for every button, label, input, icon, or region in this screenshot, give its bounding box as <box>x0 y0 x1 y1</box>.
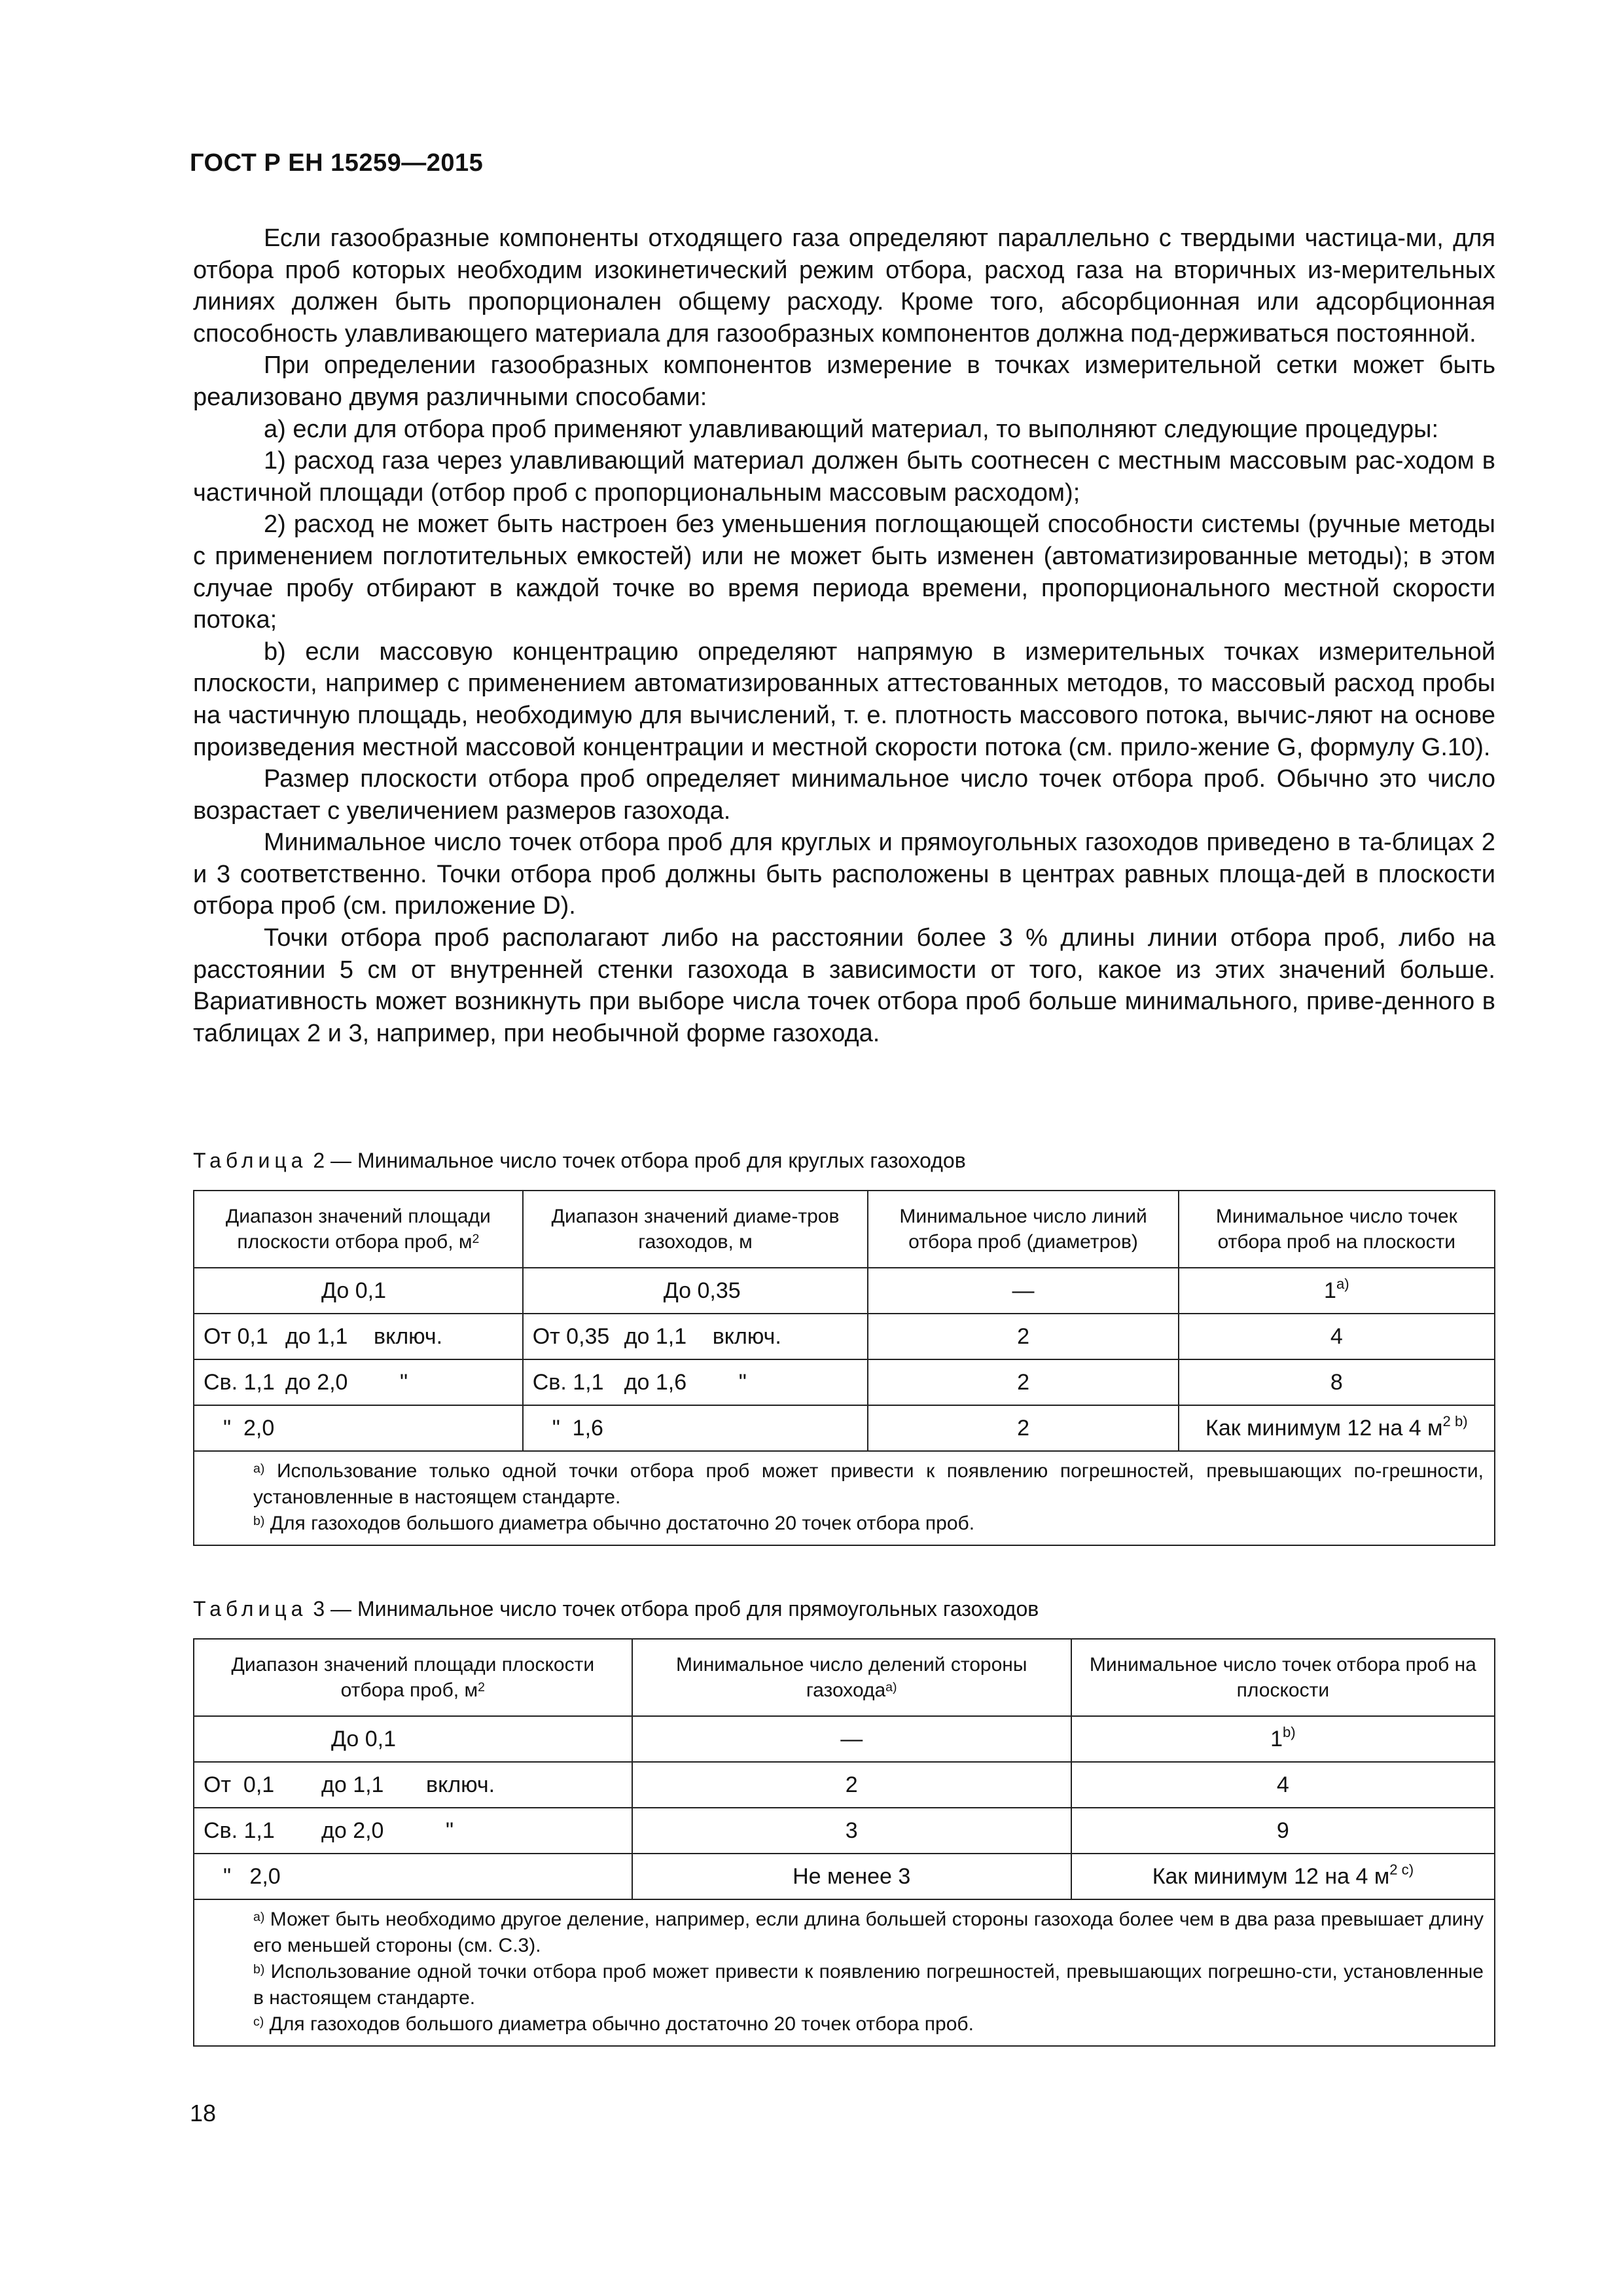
table2-area-cell: От 0,1 до 1,1 включ. <box>194 1314 523 1359</box>
table-row <box>194 1359 1495 1405</box>
table-row <box>194 1314 1495 1359</box>
page-number: 18 <box>190 2100 217 2126</box>
table2-notes <box>194 1451 1495 1545</box>
table3-caption-text: 3 — Минимальное число точек отбора проб для прямоугольных газоходов <box>313 1597 1039 1621</box>
table2-area-cell: " 2,0 <box>194 1405 523 1451</box>
paragraph: 1) расход газа через улавливающий материал должен быть соотнесен с местным массовым рас-ходом в частичной площади (отбор проб с пропорциональным массовым расходом); <box>193 447 1495 507</box>
table2-header-area: Диапазон значений площади плоскости отбора проб, $м^2$ <box>194 1191 523 1268</box>
table2-lines-cell: 2 <box>868 1359 1178 1405</box>
table3-points-cell: 1$^{b)}$ <box>1071 1716 1495 1762</box>
table-row <box>194 1405 1495 1451</box>
table2-diameter-cell: Св. 1,1 до 1,6 " <box>523 1359 868 1405</box>
table2-area-cell: До 0,1 <box>194 1268 523 1314</box>
table-row <box>194 1716 1495 1762</box>
table2-footnote: $^{a)}$ Использование только одной точки отбора проб может привести к появлению погрешностей, превышающих по-грешности, установленные в настоящем стандарте. <box>253 1460 1484 1508</box>
table2-diameter-cell: До 0,35 <box>523 1268 868 1314</box>
table3-header-points: Минимальное число точек отбора проб на плоскости <box>1071 1639 1495 1716</box>
body-text <box>193 223 1495 1049</box>
table3 <box>193 1638 1495 2047</box>
table2-header-row <box>194 1191 1495 1268</box>
table3-points-cell: 4 <box>1071 1762 1495 1808</box>
table3-notes-row <box>194 1899 1495 2046</box>
table-row <box>194 1268 1495 1314</box>
table3-divisions-cell: Не менее 3 <box>632 1854 1071 1899</box>
paragraph: Точки отбора проб располагают либо на расстоянии более 3 % длины линии отбора проб, либо на расстоянии 5 см от внутренней стенки газохода в зависимости от того, какое из этих значений больше. Вариативность может возникнуть при выборе числа точек отбора проб больше минимального, приве-денного в таблицах 2 и 3, например, при необычной форме газохода. <box>193 924 1495 1047</box>
paragraph: Минимальное число точек отбора проб для круглых и прямоугольных газоходов приведено в та-блицах 2 и 3 соответственно. Точки отбора проб должны быть расположены в центрах равных площа-дей в плоскости отбора проб (см. приложение D). <box>193 829 1495 920</box>
table2-header-diameter: Диапазон значений диаме-тров газоходов, м <box>523 1191 868 1268</box>
table-row <box>194 1762 1495 1808</box>
table3-footnote: $^{b)}$ Использование одной точки отбора проб может привести к появлению погрешностей, превышающих погрешно-сти, установленные в настоящем стандарте. <box>253 1961 1484 2009</box>
table3-notes <box>194 1899 1495 2046</box>
table3-header-row <box>194 1639 1495 1716</box>
paragraph: Размер плоскости отбора проб определяет минимальное число точек отбора проб. Обычно это число возрастает с увеличением размеров газохода. <box>193 765 1495 825</box>
table3-area-cell: Св. 1,1 до 2,0 " <box>194 1808 632 1854</box>
table2-notes-row <box>194 1451 1495 1545</box>
table3-divisions-cell: 3 <box>632 1808 1071 1854</box>
table3-divisions-cell: — <box>632 1716 1071 1762</box>
table-row <box>194 1808 1495 1854</box>
table3-caption-prefix: Таблица <box>193 1597 308 1621</box>
table3-caption <box>193 1597 1039 1621</box>
table2-caption <box>193 1149 966 1173</box>
table2-points-cell: 4 <box>1179 1314 1495 1359</box>
table2-area-cell: Св. 1,1 до 2,0 " <box>194 1359 523 1405</box>
table2-header-points: Минимальное число точек отбора проб на плоскости <box>1179 1191 1495 1268</box>
table2-points-cell: 1$^{a)}$ <box>1179 1268 1495 1314</box>
table3-header-area: Диапазон значений площади плоскости отбора проб, $м^2$ <box>194 1639 632 1716</box>
table3-points-cell: Как минимум 12 на 4 $м^{2 c)}$ <box>1071 1854 1495 1899</box>
table3-divisions-cell: 2 <box>632 1762 1071 1808</box>
paragraph: а) если для отбора проб применяют улавливающий материал, то выполняют следующие процедуры: <box>264 415 1439 443</box>
table2 <box>193 1190 1495 1546</box>
table3-footnote: $^{c)}$ Для газоходов большого диаметра обычно достаточно 20 точек отбора проб. <box>253 2013 974 2035</box>
table2-lines-cell: 2 <box>868 1314 1178 1359</box>
table2-points-cell: 8 <box>1179 1359 1495 1405</box>
paragraph: Если газообразные компоненты отходящего газа определяют параллельно с твердыми частица-ми, для отбора проб которых необходим изокинетический режим отбора, расход газа на вторичных из-мерительных линиях должен быть пропорционален общему расходу. Кроме того, абсорбционная или адсорбционная способность улавливающего материала для газообразных компонентов должна под-держиваться постоянной. <box>193 224 1495 348</box>
table3-area-cell: От 0,1 до 1,1 включ. <box>194 1762 632 1808</box>
table2-header-lines: Минимальное число линий отбора проб (диаметров) <box>868 1191 1178 1268</box>
table2-caption-text: 2 — Минимальное число точек отбора проб для круглых газоходов <box>313 1149 966 1172</box>
table2-lines-cell: — <box>868 1268 1178 1314</box>
table3-area-cell: До 0,1 <box>194 1716 632 1762</box>
table2-points-cell: Как минимум 12 на 4 $м^{2 b)}$ <box>1179 1405 1495 1451</box>
table2-footnote: $^{b)}$ Для газоходов большого диаметра обычно достаточно 20 точек отбора проб. <box>253 1513 975 1534</box>
standard-designation: ГОСТ Р ЕН 15259—2015 <box>190 149 484 177</box>
table3-header-divisions: Минимальное число делений стороны газохода$^{a)}$ <box>632 1639 1071 1716</box>
table2-caption-prefix: Таблица <box>193 1149 308 1172</box>
paragraph: При определении газообразных компонентов измерение в точках измерительной сетки может быть реализовано двумя различными способами: <box>193 351 1495 411</box>
paragraph: b) если массовую концентрацию определяют напрямую в измерительных точках измерительной плоскости, например с применением автоматизированных аттестованных методов, то массовый расход пробы на частичную площадь, необходимую для вычислений, т. е. плотность массового потока, вычис-ляют на основе произведения местной массовой концентрации и местной скорости потока (см. прило-жение G, формулу G.10). <box>193 637 1495 761</box>
table2-diameter-cell: " 1,6 <box>523 1405 868 1451</box>
table2-lines-cell: 2 <box>868 1405 1178 1451</box>
table3-area-cell: " 2,0 <box>194 1854 632 1899</box>
table-row <box>194 1854 1495 1899</box>
table2-diameter-cell: От 0,35 до 1,1 включ. <box>523 1314 868 1359</box>
paragraph: 2) расход не может быть настроен без уменьшения поглощающей способности системы (ручные методы с применением поглотительных емкостей) или не может быть изменен (автоматизированные методы); в этом случае пробу отбирают в каждой точке во время периода времени, пропорционального местной скорости потока; <box>193 511 1495 634</box>
table3-footnote: $^{a)}$ Может быть необходимо другое деление, например, если длина большей стороны газохода более чем в два раза превышает длину его меньшей стороны (см. С.3). <box>253 1909 1484 1956</box>
table3-points-cell: 9 <box>1071 1808 1495 1854</box>
